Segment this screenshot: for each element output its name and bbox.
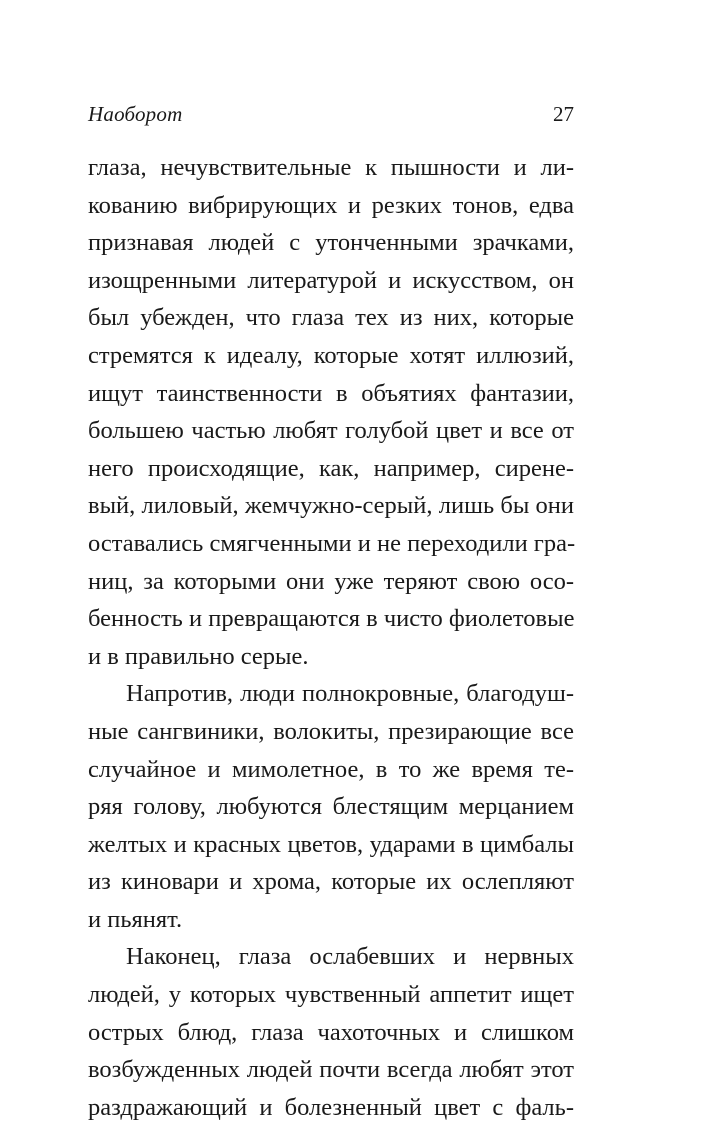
text-line: ищут таинственности в объятиях фантазии,: [88, 379, 574, 407]
text-line: глаза, нечувствительные к пышности и ли-: [88, 154, 574, 181]
text-line: бенность и превращаются в чисто фиолетовые: [88, 605, 575, 633]
text-line: возбужденных людей почти всегда любят этот: [88, 1056, 574, 1084]
text-line: ные сангвиники, волокиты, презирающие все: [88, 717, 574, 745]
text-line: желтых и красных цветов, ударами в цимбалы: [88, 830, 574, 858]
text-line: признавая людей с утонченными зрачками,: [88, 229, 574, 257]
text-line: из киновари и хрома, которые их ослепляют: [88, 868, 574, 896]
text-line: вый, лиловый, жемчужно-серый, лишь бы они: [88, 492, 574, 520]
paragraph-last-line: и пьянят.: [88, 905, 183, 933]
text-line: ниц, за которыми они уже теряют свою осо-: [88, 567, 574, 595]
text-line: ряя голову, любуются блестящим мерцанием: [88, 793, 574, 821]
text-line: изощренными литературой и искусством, он: [88, 266, 574, 294]
paragraph-first-line: Наконец, глаза ослабевших и нервных: [126, 943, 574, 971]
text-line: стремятся к идеалу, которые хотят иллюзий,: [88, 341, 574, 369]
text-line: острых блюд, глаза чахоточных и слишком: [88, 1018, 574, 1046]
running-header: [88, 100, 574, 130]
page-number: 27: [553, 102, 574, 126]
text-line: большею частью любят голубой цвет и все от: [88, 417, 574, 445]
running-title: Наоборот: [88, 102, 183, 126]
text-line: оставались смягченными и не переходили гра-: [88, 529, 576, 557]
paragraph-first-line: Напротив, люди полнокровные, благодуш-: [126, 680, 574, 708]
text-line: был убежден, что глаза тех из них, которые: [88, 304, 574, 332]
text-line: раздражающий и болезненный цвет с фаль-: [88, 1093, 574, 1121]
paragraph-last-line: и в правильно серые.: [88, 642, 309, 670]
text-line: него происходящие, как, например, сирене-: [88, 454, 574, 482]
body-text: [88, 149, 574, 1126]
text-line: случайное и мимолетное, в то же время те-: [88, 755, 574, 783]
text-line: людей, у которых чувственный аппетит ищет: [88, 981, 574, 1009]
text-line: кованию вибрирующих и резких тонов, едва: [88, 191, 574, 219]
